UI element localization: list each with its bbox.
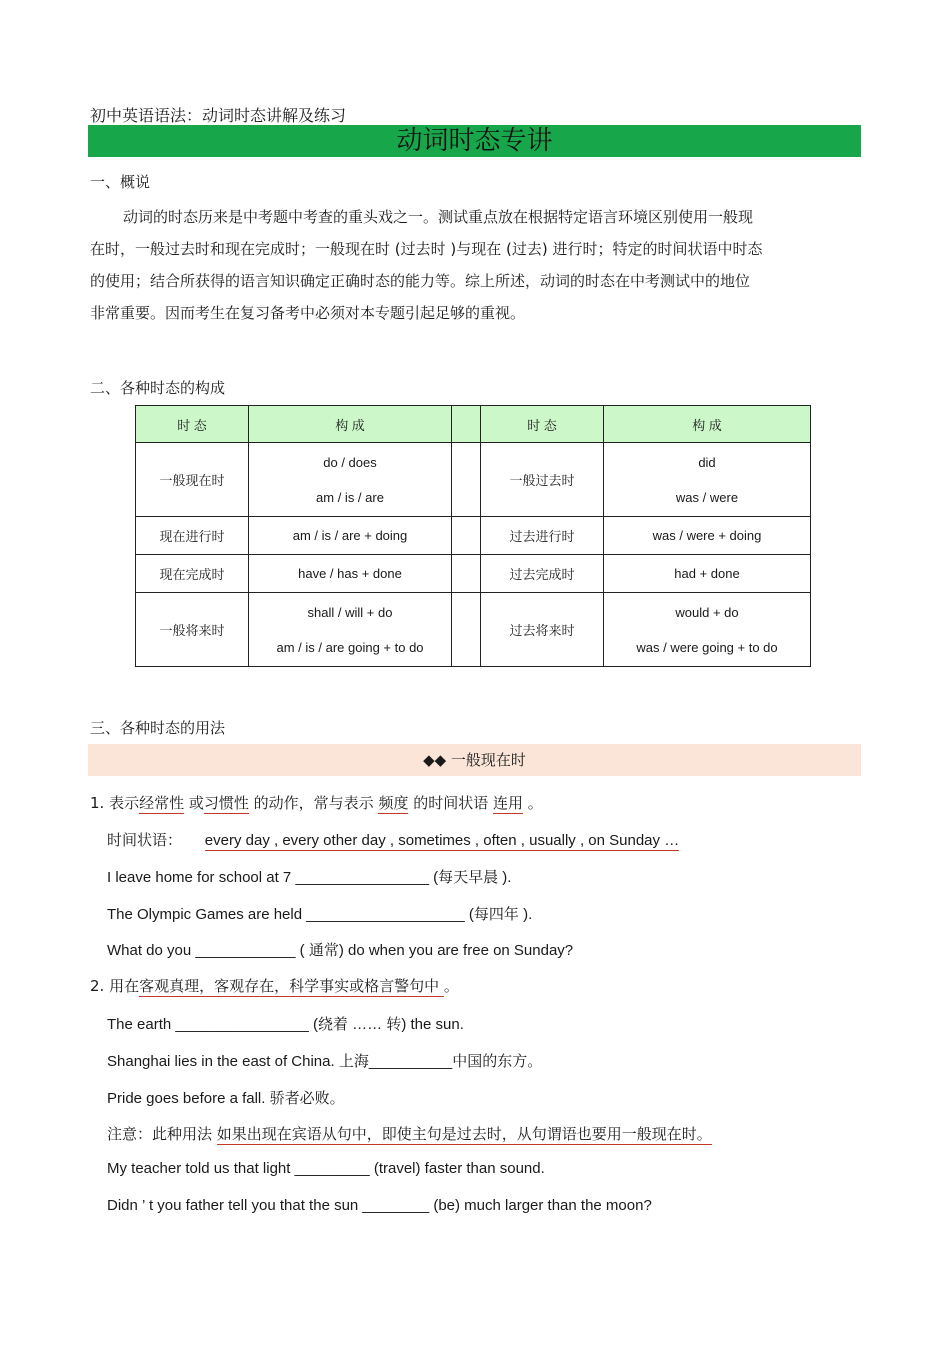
table-cell-form: have / has + done (249, 555, 452, 593)
example-sentence: Pride goes before a fall. 骄者必败。 (107, 1090, 345, 1107)
usage-text: 。 (443, 977, 459, 995)
time-adverbial-list: every day , every other day , sometimes , often , usually , on Sunday … (204, 832, 680, 849)
time-adverbial-row (107, 829, 679, 850)
overview-line-4: 非常重要。因而考生在复习备考中必须对本专题引起足够的重视。 (90, 304, 526, 322)
tense-forms-table (135, 405, 811, 667)
table-cell-form: had + done (604, 555, 811, 593)
usage-text: 2. 用在 (90, 977, 140, 995)
usage-point-1 (90, 792, 543, 813)
subsection-bar-simple-present: ◆◆ 一般现在时 (88, 744, 861, 776)
section-heading-overview: 一、概说 (90, 173, 151, 191)
example-sentence: My teacher told us that light _________ (travel) faster than sound. (107, 1160, 545, 1177)
example-sentence: Didn ’ t you father tell you that the sun ________ (be) much larger than the moon? (107, 1197, 652, 1214)
note-label: 注意：此种用法 (107, 1125, 217, 1143)
example-sentence: What do you ____________ ( 通常) do when you are free on Sunday? (107, 942, 574, 959)
underlined-term: 客观真理，客观存在，科学事实或格言警句中 (139, 977, 444, 995)
overview-line-3: 的使用；结合所获得的语言知识确定正确时态的能力等。综上所述，动词的时态在中考测试中的地位 (90, 272, 751, 290)
overview-line-1: 动词的时态历来是中考题中考查的重头戏之一。测试重点放在根据特定语言环境区别使用一般现 (123, 208, 754, 226)
example-sentence: The Olympic Games are held ___________________ (每四年 ). (107, 906, 533, 923)
section-heading-usage: 三、各种时态的用法 (90, 719, 226, 737)
form-line: am / is / are going + to do (276, 639, 424, 655)
table-cell-form (249, 443, 452, 517)
table-header-tense-2: 时 态 (481, 406, 604, 443)
example-sentence: The earth ________________ (绕着 …… 转) the sun. (107, 1016, 464, 1033)
table-spacer-cell (452, 593, 481, 667)
form-line: was / were (675, 489, 739, 505)
table-cell-tense: 过去将来时 (481, 593, 604, 667)
example-sentence: Shanghai lies in the east of China. 上海__________中国的东方。 (107, 1053, 543, 1070)
form-line: would + do (675, 604, 739, 620)
form-line: was / were going + to do (636, 639, 778, 655)
form-line: do / does (323, 454, 377, 470)
table-spacer-cell (452, 555, 481, 593)
table-cell-tense: 一般现在时 (136, 443, 249, 517)
underlined-term: 习惯性 (203, 794, 249, 812)
usage-text: 1. 表示 (90, 794, 140, 812)
underlined-term: 频度 (378, 794, 409, 812)
underlined-term: 连用 (493, 794, 524, 812)
usage-text: 的时间状语 (408, 794, 494, 812)
usage-point-2 (90, 975, 459, 996)
document-header: 初中英语语法：动词时态讲解及练习 (90, 106, 347, 125)
table-cell-form: am / is / are + doing (249, 517, 452, 555)
table-cell-tense: 现在完成时 (136, 555, 249, 593)
page-title: 动词时态专讲 (88, 125, 861, 157)
usage-text: 的动作，常与表示 (248, 794, 379, 812)
form-line: shall / will + do (307, 604, 393, 620)
table-cell-tense: 一般将来时 (136, 593, 249, 667)
table-spacer-cell (452, 517, 481, 555)
table-header-form-2: 构 成 (604, 406, 811, 443)
usage-text: 。 (523, 794, 543, 812)
underlined-term: 经常性 (139, 794, 185, 812)
usage-text: 或 (184, 794, 204, 812)
table-cell-tense: 现在进行时 (136, 517, 249, 555)
table-cell-tense: 过去完成时 (481, 555, 604, 593)
table-cell-tense: 一般过去时 (481, 443, 604, 517)
table-cell-form (249, 593, 452, 667)
table-header-tense: 时 态 (136, 406, 249, 443)
example-sentence: I leave home for school at 7 ________________ (每天早晨 ). (107, 869, 512, 886)
table-cell-tense: 过去进行时 (481, 517, 604, 555)
form-line: am / is / are (316, 489, 384, 505)
overview-line-2: 在时，一般过去时和现在完成时；一般现在时 (过去时 )与现在 (过去) 进行时；特定的时间状语中时态 (90, 240, 763, 258)
table-cell-form (604, 443, 811, 517)
table-cell-form (604, 593, 811, 667)
section-heading-forms: 二、各种时态的构成 (90, 379, 226, 397)
table-header-spacer (452, 406, 481, 443)
table-cell-form: was / were + doing (604, 517, 811, 555)
form-line: did (698, 454, 716, 470)
table-spacer-cell (452, 443, 481, 517)
note-text: 如果出现在宾语从句中，即使主句是过去时，从句谓语也要用一般现在时。 (216, 1125, 712, 1143)
time-adverbial-label: 时间状语： (107, 831, 183, 849)
usage-note (107, 1123, 712, 1144)
table-header-form: 构 成 (249, 406, 452, 443)
